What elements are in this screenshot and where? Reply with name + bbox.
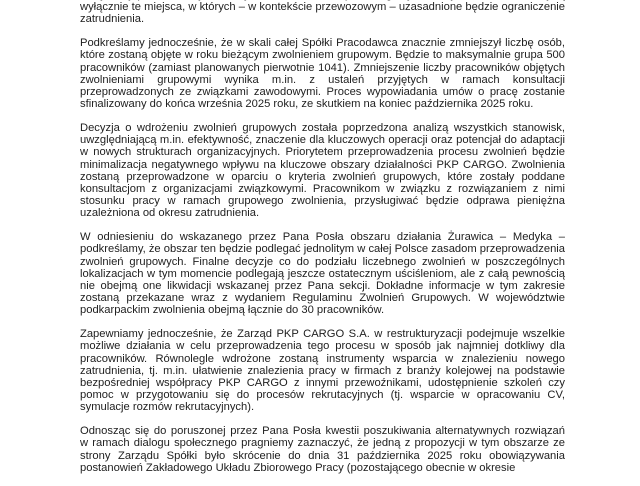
paragraph-4 — [80, 231, 565, 316]
text-line: Decyzja o wdrożeniu zwolnień grupowych została poprzedzona analizą wszystkich stanowisk, — [80, 122, 565, 135]
text-line: możliwe działania w celu przeprowadzenia tego procesu w sposób jak najmniej dotkliwy dla — [80, 340, 565, 353]
text-line: zostaną przekazane wraz z wydaniem Regulaminu Zwolnień Grupowych. W województwie — [80, 292, 565, 305]
text-line: zatrudnienia, tj. m.in. ułatwienie znalezienia pracy w firmach z branży kolejowej na podstawie — [80, 364, 565, 377]
paragraph-3 — [80, 122, 565, 220]
text-line: Odnosząc się do poruszonej przez Pana Posła kwestii poszukiwania alternatywnych rozwiązań — [80, 425, 565, 438]
text-line: zwolnieniami grupowymi wynika m.in. z ustaleń przyjętych w ramach konsultacji — [80, 73, 565, 86]
text-line: sfinalizowany do końca września 2025 roku, ze skutkiem na koniec października 2025 roku. — [80, 98, 534, 111]
text-line: pomoc w przygotowaniu się do procesów rekrutacyjnych (tj. wsparcie w opracowaniu CV, — [80, 389, 565, 402]
text-line: symulacje rozmów rekrutacyjnych). — [80, 401, 255, 414]
text-line: Zapewniamy jednocześnie, że Zarząd PKP CARGO S.A. w restrukturyzacji podejmuje wszelkie — [80, 328, 565, 341]
text-line: które zostaną objęte w roku bieżącym zwolnieniem grupowym. Będzie to maksymalnie grupa 500 — [80, 49, 565, 62]
paragraph-2 — [80, 37, 565, 110]
text-line: strony Zarządu Spółki było skrócenie do dnia 31 października 2025 roku obowiązywania — [80, 449, 565, 462]
text-line: podkreślamy, że obszar ten będzie podlegać jednolitym w całej Polsce zasadom przeprowadzenia — [80, 243, 565, 256]
text-line: stosunku pracy w ramach grupowego zwolnienia, przysługiwać będzie odprawa pieniężna — [80, 195, 565, 208]
text-line: wyłącznie te miejsca, w których – w kontekście przewozowym – uzasadnione będzie ograniczenie — [80, 1, 565, 14]
text-line: pracowników. Równolegle wdrożone zostaną instrumenty wsparcia w znalezieniu nowego — [80, 352, 565, 365]
text-line: bezpośredniej współpracy PKP CARGO z innymi przewoźnikami, udostępnienie szkoleń czy — [80, 377, 565, 390]
letter-body — [80, 0, 565, 486]
text-line: konsultacjom z organizacjami związkowymi. Pracownikom w związku z rozwiązaniem z nimi — [80, 183, 565, 196]
text-line: Podkreślamy jednocześnie, że w skali całej Spółki Pracodawca znacznie zmniejszył liczbę osób, — [80, 37, 565, 50]
text-line: minimalizacja negatywnego wpływu na kluczowe obszary działalności PKP CARGO. Zwolnienia — [80, 158, 565, 171]
text-line: uzależniona od okresu zatrudnienia. — [80, 207, 260, 220]
text-line: pracowników (zamiast planowanych pierwotnie 1041). Zmniejszenie liczby pracowników objętych — [80, 61, 565, 74]
text-line: uwzględniającą m.in. efektywność, znaczenie dla kluczowych operacji oraz potencjał do adaptacji — [80, 134, 565, 147]
paragraph-5 — [80, 328, 565, 413]
text-line: postanowień Zakładowego Układu Zbiorowego Pracy (pozostającego obecnie w okresie — [80, 461, 516, 474]
text-line: przeprowadzonych ze związkami zawodowymi. Proces wypowiadania umów o pracę zostanie — [80, 86, 565, 99]
text-line: w nowych strukturach organizacyjnych. Priorytetem przeprowadzenia procesu zwolnień będzie — [80, 146, 565, 159]
text-line: zostaną przeprowadzone w oparciu o kryteria zwolnień grupowych, które zostały poddane — [80, 170, 565, 183]
text-line: podkarpackim zwolnienia obejmą łącznie do 30 pracowników. — [80, 304, 385, 317]
paragraph-1 — [80, 0, 565, 26]
text-line: lokalizacjach w tym momencie podlegają jeszcze ostatecznym uściśleniom, ale z całą pewnością — [80, 267, 565, 280]
text-line: zwolnień grupowych. Finalne decyzje co do podziału liczebnego zwolnień w poszczególnych — [80, 255, 565, 268]
text-line: nie obejmą one likwidacji wskazanej przez Pana sekcji. Dokładne informacje w tym zakresie — [80, 280, 565, 293]
text-line: w ramach dialogu społecznego pragniemy zaznaczyć, że jedną z propozycji w tym obszarze ze — [80, 437, 565, 450]
text-line: W odniesieniu do wskazanego przez Pana Posła obszaru działania Żurawica – Medyka – — [80, 231, 565, 244]
paragraph-6 — [80, 425, 565, 474]
text-line: zatrudnienia. — [80, 13, 145, 26]
